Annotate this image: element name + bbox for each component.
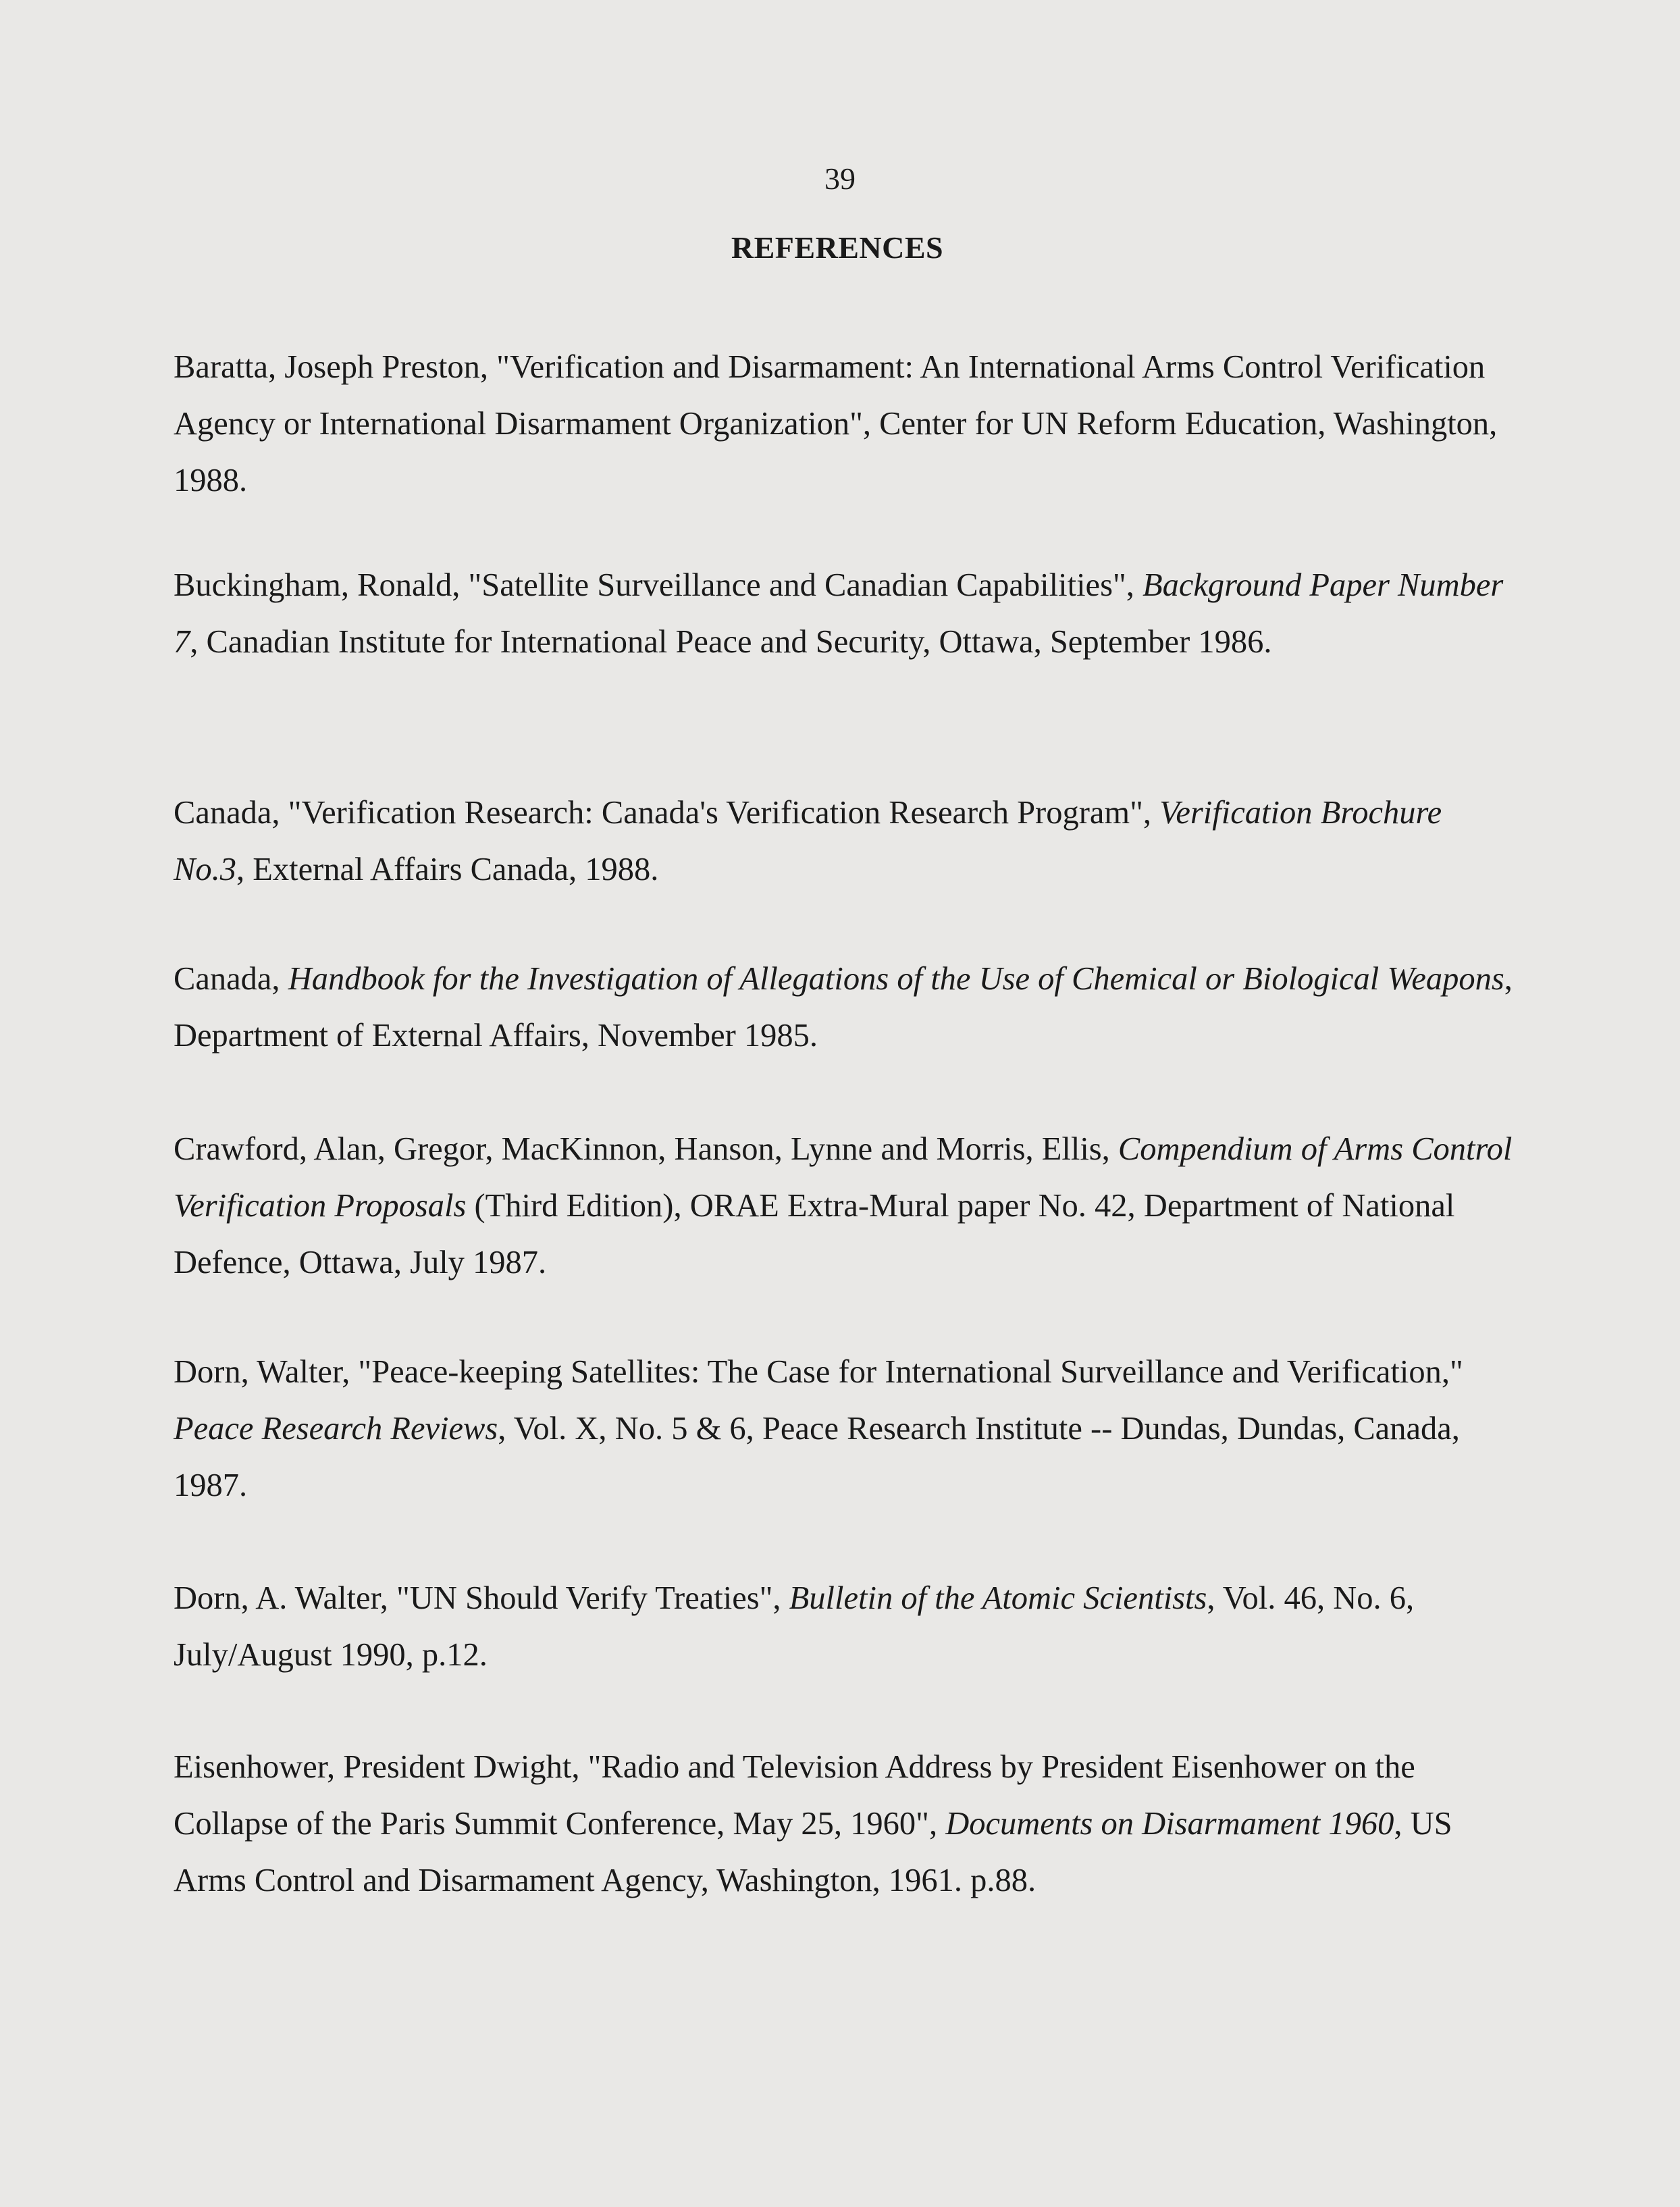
reference-text: , Vol. 46, No. 6, July/August 1990, p.12.	[174, 1580, 1415, 1673]
reference-text: , Department of External Affairs, November 1985.	[174, 961, 1513, 1054]
reference-text: , External Affairs Canada, 1988.	[236, 852, 659, 887]
reference-title: Compendium of Arms Control Verification Proposals	[174, 1131, 1513, 1224]
reference-entry	[174, 951, 1517, 1064]
reference-entry	[174, 1570, 1517, 1684]
reference-text: , Vol. X, No. 5 & 6, Peace Research Institute -- Dundas, Dundas, Canada, 1987.	[174, 1411, 1460, 1503]
reference-entry	[174, 557, 1517, 671]
reference-text: Canada, "Verification Research: Canada's Verification Research Program",	[174, 795, 1160, 831]
reference-title: Documents on Disarmament 1960	[945, 1806, 1394, 1842]
reference-text: Crawford, Alan, Gregor, MacKinnon, Hanson, Lynne and Morris, Ellis,	[174, 1131, 1118, 1167]
reference-title: Handbook for the Investigation of Allegations of the Use of Chemical or Biological Weapons	[288, 961, 1504, 997]
reference-text: (Third Edition), ORAE Extra-Mural paper No. 42, Department of National Defence, Ottawa, July 1987.	[174, 1188, 1455, 1280]
reference-text: Canada,	[174, 961, 288, 997]
references-heading: REFERENCES	[731, 230, 944, 265]
reference-text: Baratta, Joseph Preston, "Verification and Disarmament: An International Arms Control Verification Agency or International Disarmament Organization", Center for UN Reform Education, Washington, 1988.	[174, 349, 1498, 498]
reference-text: Dorn, Walter, "Peace-keeping Satellites: The Case for International Surveillance and Verification,"	[174, 1354, 1463, 1390]
reference-title: Background Paper Number 7	[174, 567, 1504, 660]
reference-entry	[174, 785, 1517, 898]
reference-title: Peace Research Reviews	[174, 1411, 498, 1447]
reference-text: , Canadian Institute for International Peace and Security, Ottawa, September 1986.	[190, 624, 1272, 660]
page-number: 39	[824, 161, 856, 196]
reference-text: Eisenhower, President Dwight, "Radio and Television Address by President Eisenhower on the Collapse of the Paris Summit Conference, May 25, 1960",	[174, 1749, 1415, 1842]
reference-text: Buckingham, Ronald, "Satellite Surveillance and Canadian Capabilities",	[174, 567, 1143, 603]
reference-entry	[174, 1344, 1517, 1514]
reference-text: , US Arms Control and Disarmament Agency, Washington, 1961. p.88.	[174, 1806, 1452, 1898]
reference-entry	[174, 1739, 1517, 1909]
reference-entry	[174, 1121, 1517, 1291]
reference-text: Dorn, A. Walter, "UN Should Verify Treaties",	[174, 1580, 789, 1616]
reference-title: Bulletin of the Atomic Scientists	[789, 1580, 1207, 1616]
reference-title: Verification Brochure No.3	[174, 795, 1442, 887]
reference-entry	[174, 339, 1517, 509]
